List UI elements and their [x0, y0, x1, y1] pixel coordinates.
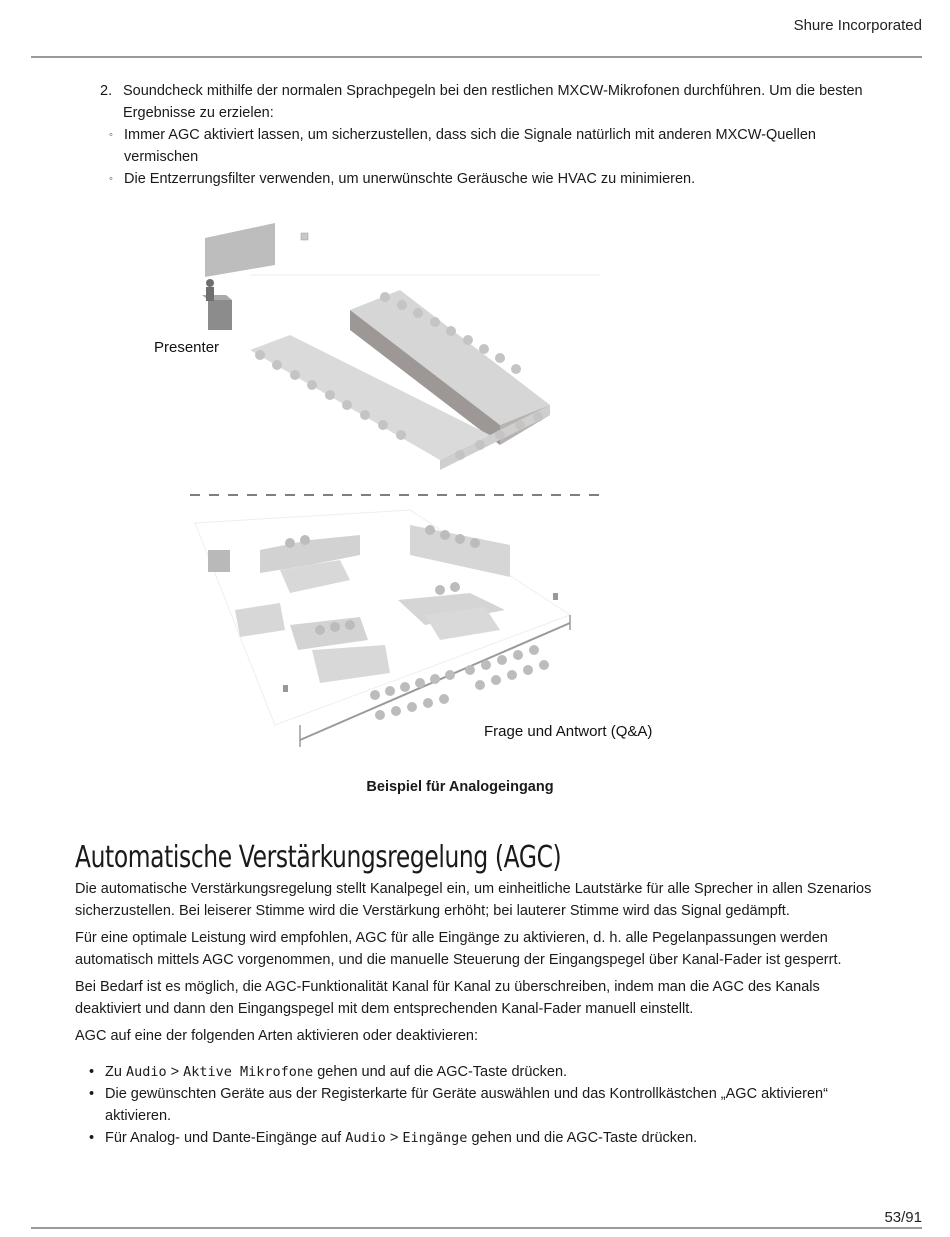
section-title: Automatische Verstärkungsregelung (AGC) [75, 840, 562, 875]
room-illustration-drawing [140, 205, 680, 765]
menu-path-audio: Audio [345, 1130, 386, 1146]
page-number: 53/91 [884, 1209, 922, 1226]
projection-screen [205, 223, 275, 277]
menu-path-active-mics: Aktive Mikrofone [183, 1064, 314, 1080]
path-separator: > [166, 1064, 184, 1080]
method-list [75, 1061, 885, 1149]
list-item-text: Zu [105, 1064, 126, 1080]
menu-path-audio: Audio [125, 1064, 167, 1080]
paragraph: Die automatische Verstärkungsregelung stellt Kanalpegel ein, um einheitliche Lautstärke für alle Sprecher in allen Szenarios sicherzustellen. Bei leiserer Stimme wird die Verstärkung erhöht; bei lauterer Stimme wird das Signal gedämpft. [75, 881, 872, 919]
header-rule [31, 56, 922, 58]
list-item-text: Die gewünschten Geräte aus der Registerkarte für Geräte auswählen und das Kontrollkästchen „AGC aktivieren“ aktivieren. [105, 1086, 828, 1124]
step-subitem-text: Die Entzerrungsfilter verwenden, um unerwünschte Geräusche wie HVAC zu minimieren. [124, 171, 696, 187]
circle-bullet-icon: ◦ [109, 129, 113, 141]
list-item [89, 1061, 885, 1083]
list-item [89, 1127, 885, 1149]
label-presenter: Presenter [154, 339, 220, 356]
figure-caption: Beispiel für Analogeingang [366, 779, 554, 795]
menu-path-inputs: Eingänge [402, 1130, 468, 1146]
step-subitem-text: Immer AGC aktiviert lassen, um sicherzustellen, dass sich die Signale natürlich mit anderen MXCW-Quellen vermischen [124, 127, 816, 165]
bullet-icon: • [89, 1130, 95, 1146]
path-separator: > [385, 1130, 403, 1146]
bullet-icon: • [89, 1086, 95, 1102]
section-body [75, 878, 885, 1149]
presenter-figure [206, 279, 214, 287]
footer-rule [31, 1227, 922, 1229]
step-sublist [100, 124, 880, 190]
bullet-icon: • [89, 1064, 95, 1080]
speaker-box [301, 233, 308, 240]
step-subitem [109, 124, 880, 168]
podium [208, 300, 232, 330]
paragraph: AGC auf eine der folgenden Arten aktivieren oder deaktivieren: [75, 1028, 479, 1044]
step-item [100, 80, 880, 190]
paragraph: Bei Bedarf ist es möglich, die AGC-Funktionalität Kanal für Kanal zu überschreiben, indem man die AGC des Kanals deaktiviert und dann den Eingangspegel mit dem entsprechenden Kanal-Fader manuell einstellt. [75, 979, 820, 1017]
circle-bullet-icon: ◦ [109, 173, 113, 185]
list-item-text: Für Analog- und Dante-Eingänge auf [105, 1130, 346, 1146]
step-text: Soundcheck mithilfe der normalen Sprachpegeln bei den restlichen MXCW-Mikrofonen durchführen. Um die besten Ergebnisse zu erzielen: [123, 83, 863, 121]
list-item-text: gehen und die AGC-Taste drücken. [467, 1130, 698, 1146]
list-item [89, 1083, 885, 1127]
step-number: 2. [100, 83, 113, 99]
label-qa: Frage und Antwort (Q&A) [484, 723, 653, 740]
rack-unit [208, 550, 230, 572]
room-illustration [140, 205, 680, 765]
header-company: Shure Incorporated [793, 17, 922, 34]
paragraph: Für eine optimale Leistung wird empfohlen, AGC für alle Eingänge zu aktivieren, d. h. alle Pegelanpassungen werden automatisch mittels AGC vorgenommen, und die manuelle Steuerung der Eingangspegel über Kanal-Fader ist gesperrt. [75, 930, 842, 968]
step-subitem [109, 168, 880, 190]
list-item-text: gehen und auf die AGC-Taste drücken. [313, 1064, 568, 1080]
